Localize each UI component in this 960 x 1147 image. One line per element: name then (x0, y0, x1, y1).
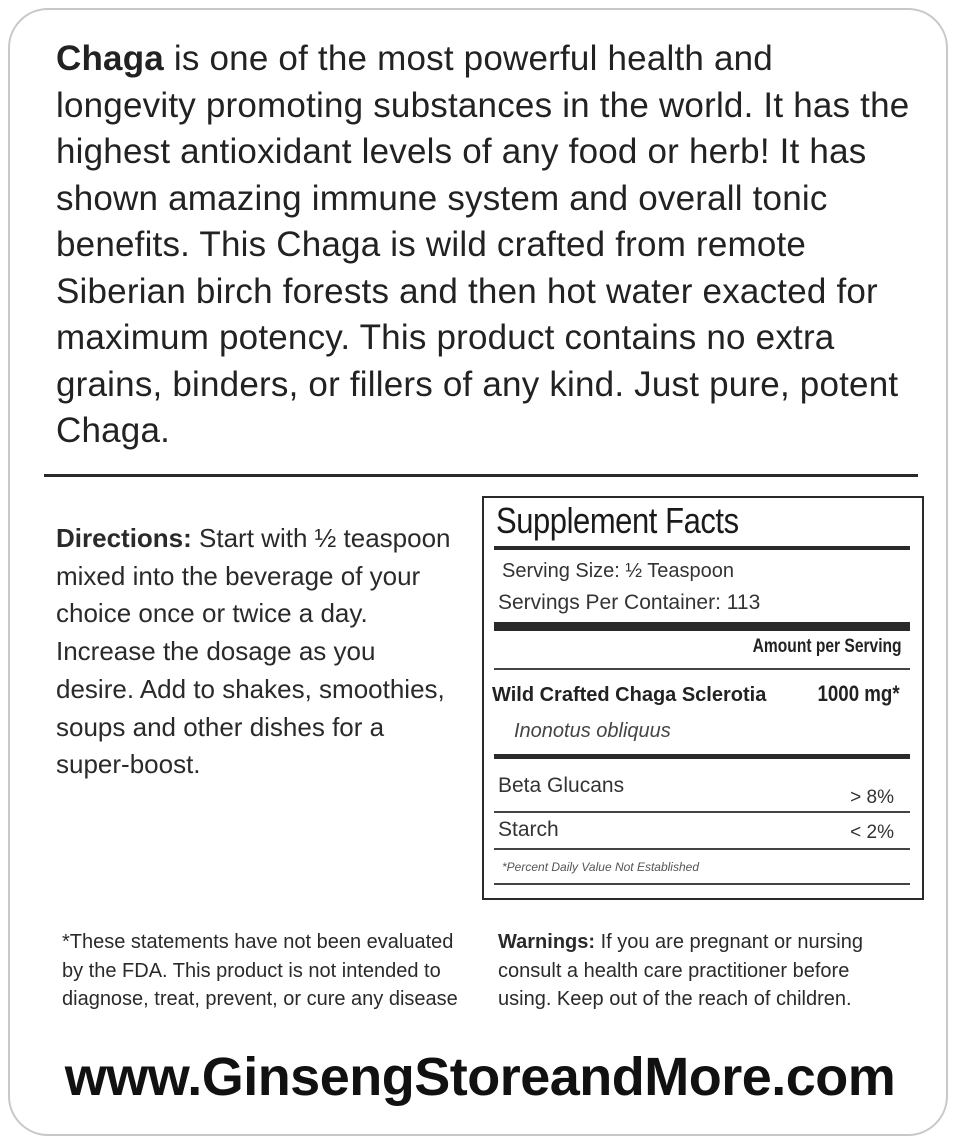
directions-heading: Directions: (56, 523, 192, 553)
directions-text: Start with ½ teaspoon mixed into the beverage of your choice once or twice a day. Increase the dosage as you desire. Add to shakes, smoothies, soups and other dishes for a super-boost. (56, 523, 451, 780)
fda-disclaimer: *These statements have not been evaluated by the FDA. This product is not intended to diagnose, treat, prevent, or cure any disease (62, 931, 458, 1010)
directions-section (56, 520, 456, 784)
warnings-section (498, 928, 898, 1014)
facts-thin-rule (494, 668, 910, 670)
facts-thick-rule (494, 622, 910, 631)
warnings-text: If you are pregnant or nursing consult a health care practitioner before using. Keep out of the reach of children. (498, 931, 863, 1010)
warnings-heading: Warnings: (498, 931, 596, 953)
daily-value-footnote: *Percent Daily Value Not Established (502, 860, 699, 874)
starch-value: < 2% (850, 822, 894, 843)
supplement-facts-panel (482, 496, 924, 900)
facts-bottom-rule (494, 883, 910, 885)
supplement-facts-title: Supplement Facts (496, 500, 739, 541)
ingredient-amount: 1000 mg* (817, 681, 900, 706)
product-description-text: is one of the most powerful health and longevity promoting substances in the world. It has the highest antioxidant levels of any food or herb! It has shown amazing immune system and overall tonic benefits. This Chaga is wild crafted from remote Siberian birch forests and then hot water exacted for maximum potency. This product contains no extra grains, binders, or fillers of any kind. Just pure, potent Chaga. (56, 39, 910, 450)
product-description (56, 36, 916, 455)
ingredient-name: Wild Crafted Chaga Sclerotia (492, 684, 767, 706)
facts-thin-rule-3 (494, 848, 910, 850)
servings-per-container: Servings Per Container: 113 (498, 591, 761, 614)
ingredient-latin-name: Inonotus obliquus (514, 720, 671, 742)
facts-thin-rule-2 (494, 811, 910, 813)
amount-per-serving-header: Amount per Serving (753, 636, 902, 657)
serving-size: Serving Size: ½ Teaspoon (502, 560, 735, 582)
beta-glucans-label: Beta Glucans (498, 774, 625, 797)
starch-label: Starch (498, 818, 559, 841)
website-url: www.GinsengStoreandMore.com (64, 1047, 896, 1107)
section-divider (44, 474, 918, 477)
beta-glucans-value: > 8% (850, 787, 894, 808)
facts-heavy-rule (494, 546, 910, 550)
product-name: Chaga (56, 39, 164, 78)
facts-medium-rule (494, 754, 910, 759)
